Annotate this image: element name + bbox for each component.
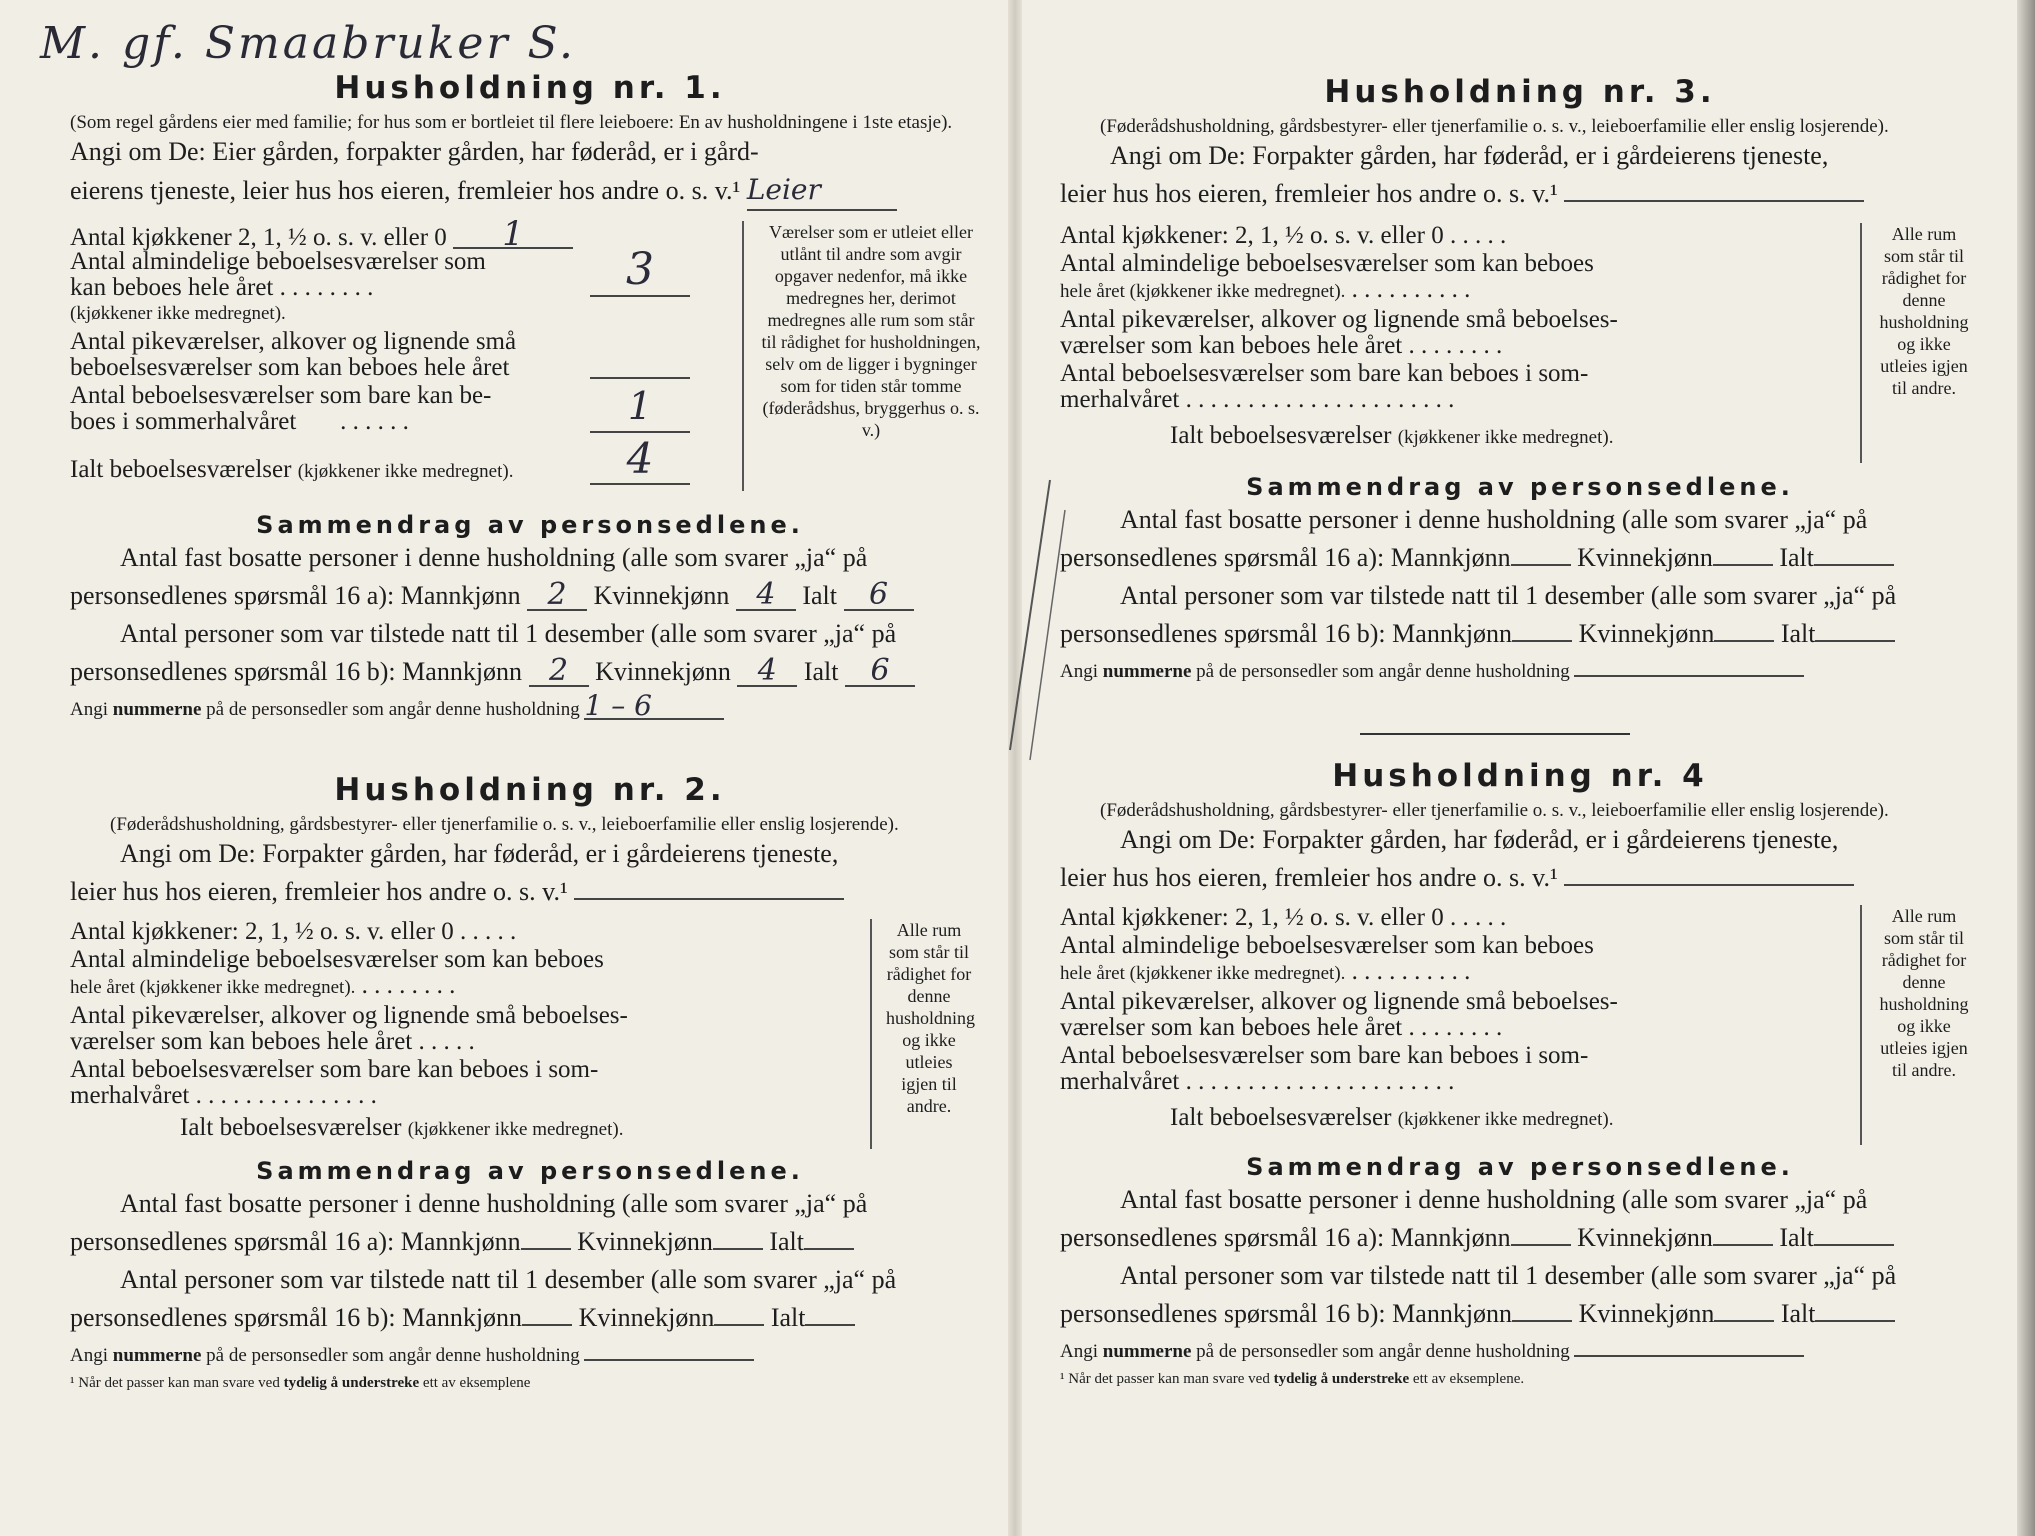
maid-label-b: værelser som kan beboes hele året [1060,332,1403,359]
kitchens-row: Antal kjøkkener: 2, 1, ½ o. s. v. eller 0 . . . . . [70,918,517,945]
resident-label: personsedlenes spørsmål 16 a): [1060,543,1385,572]
numbers-label-b: nummerne [112,699,202,720]
footnote [1060,1371,1980,1388]
present-total-field[interactable] [805,1304,855,1326]
summer-rooms-row [70,1057,670,1109]
summer-label-b-wrap: merhalvåret . . . . . . . . . . . . . . . . . . . . . . [1060,1068,1455,1095]
maid-rooms-row [1060,307,1680,359]
side-note: Værelser som er utleiet eller utlånt til andre som avgir opgaver nedenfor, må ikke medregnes her, derimot medregnes alle rum som står til rådighet for husholdningen, selv om de ligger i bygninger som for tiden står tomme (føderådshus, bryggerhus o. s. v.) [742,221,984,491]
question-text: leier hus hos eieren, fremleier hos andre o. s. v.¹ [1060,179,1558,208]
resident-line-b [1060,1219,1980,1257]
side-note: Alle rum som står til rådighet for denne husholdning og ikke utleies igjen til andre. [1860,223,1972,463]
household-note: (Som regel gårdens eier med familie; for hus som er bortleiet til flere leieboere: En av husholdningene i 1ste etasje). [70,112,953,133]
total-short-label: Ialt [802,581,838,610]
household-note: (Føderådshusholdning, gårdsbestyrer- eller tjenerfamilie o. s. v., leieboerfamilie eller enslig losjerende). [1100,116,1889,137]
kitchens-label: Antal kjøkkener: 2, 1, ½ o. s. v. eller 0 [1060,222,1444,249]
rooms-row [1060,933,1680,987]
male-label: Mannkjønn [1392,1299,1513,1328]
present-female-field[interactable] [1714,620,1774,642]
male-label: Mannkjønn [402,657,523,686]
numbers-line [70,691,990,729]
rooms-label-a: Antal almindelige beboelsesværelser som [70,248,486,275]
footnote-c: ett av eksemplene. [1412,1371,1525,1387]
footnote-a: ¹ Når det passer kan man svare ved [70,1375,280,1391]
maid-rooms-row [70,1003,670,1055]
resident-label: personsedlenes spørsmål 16 a): [70,1227,395,1256]
summary-title: Sammendrag av personsedlene. [256,1157,804,1185]
numbers-label-a: Angi [1060,661,1098,682]
household-note: (Føderådshusholdning, gårdsbestyrer- eller tjenerfamilie o. s. v., leieboerfamilie eller enslig losjerende). [1100,800,1889,821]
footnote-a: ¹ Når det passer kan man svare ved [1060,1371,1270,1387]
numbers-label-c: på de personsedler som angår denne husholdning [206,699,580,720]
numbers-label-b: nummerne [112,1345,202,1366]
total-sub: (kjøkkener ikke medregnet). [1397,427,1614,448]
total-short-label: Ialt [770,1303,806,1332]
present-male-field[interactable] [1512,620,1572,642]
footnote-b: tydelig å understreke [283,1375,420,1391]
rooms-label-b-wrap: hele året (kjøkkener ikke medregnet). . . . . . . . . . . [1060,276,1471,303]
rooms-label-b: hele året (kjøkkener ikke medregnet). [70,977,356,998]
kitchens-value[interactable]: 1 [453,221,573,249]
question-line-b [1060,859,1980,897]
summer-label-a: Antal beboelsesværelser som bare kan be- [70,382,492,409]
summer-label-a: Antal beboelsesværelser som bare kan beboes i som- [1060,1042,1589,1069]
maid-label-a: Antal pikeværelser, alkover og lignende små [70,328,517,355]
maid-label-b: beboelsesværelser som kan beboes hele året [70,354,510,381]
female-label: Kvinnekjønn [578,1303,715,1332]
total-sub: (kjøkkener ikke medregnet). [297,461,514,482]
present-line-b [1060,1295,1980,1333]
male-label: Mannkjønn [400,581,521,610]
rooms-label-a: Antal almindelige beboelsesværelser som kan beboes [1060,932,1594,959]
household-3 [1060,74,1980,691]
total-label: Ialt beboelsesværelser [1170,422,1392,449]
resident-female-field[interactable] [713,1228,763,1250]
total-short-label: Ialt [769,1227,805,1256]
right-page [1060,0,1980,1536]
kitchens-label: Antal kjøkkener: 2, 1, ½ o. s. v. eller 0 [70,918,454,945]
household-note: (Føderådshusholdning, gårdsbestyrer- eller tjenerfamilie o. s. v., leieboerfamilie eller enslig losjerende). [110,814,899,835]
female-label: Kvinnekjønn [1577,543,1713,572]
household-title: Husholdning nr. 1. [334,70,726,106]
resident-total-field[interactable] [1814,1224,1894,1246]
resident-line-a: Antal fast bosatte personer i denne husholdning (alle som svarer „ja“ på [1120,505,1868,534]
rooms-row [70,947,670,1001]
present-male-field[interactable] [522,1304,572,1326]
numbers-label-a: Angi [70,699,108,720]
rooms-block [70,214,990,501]
rooms-block [70,919,990,1149]
maid-rooms-row [1060,989,1680,1041]
question-line-a: Angi om De: Forpakter gården, har føderåd, er i gårdeierens tjeneste, [1120,825,1839,854]
kitchens-label: Antal kjøkkener: 2, 1, ½ o. s. v. eller 0 [1060,904,1444,931]
numbers-field[interactable] [1574,659,1804,677]
present-line-a: Antal personer som var tilstede natt til 1 desember (alle som svarer „ja“ på [1120,581,1897,610]
resident-line-b [70,577,990,615]
resident-line-a: Antal fast bosatte personer i denne husholdning (alle som svarer „ja“ på [120,1189,868,1218]
total-label: Ialt beboelsesværelser [1170,1104,1392,1131]
male-label: Mannkjønn [1392,619,1513,648]
maid-label-a: Antal pikeværelser, alkover og lignende små beboelses- [1060,988,1618,1015]
kitchens-label: Antal kjøkkener 2, 1, ½ o. s. v. eller 0 [70,224,447,251]
resident-male-value[interactable]: 2 [527,581,587,611]
question-text: leier hus hos eieren, fremleier hos andre o. s. v.¹ [1060,863,1558,892]
footnote-c: ett av eksemplene [422,1375,531,1391]
maid-label-b-wrap: værelser som kan beboes hele året . . . . . [70,1028,475,1055]
resident-label: personsedlenes spørsmål 16 a): [70,581,395,610]
present-female-field[interactable] [714,1304,764,1326]
footnote-b: tydelig å understreke [1273,1371,1410,1387]
male-label: Mannkjønn [402,1303,523,1332]
resident-line-a: Antal fast bosatte personer i denne husholdning (alle som svarer „ja“ på [120,543,868,572]
household-title: Husholdning nr. 2. [334,772,726,808]
present-total-field[interactable] [1815,1300,1895,1322]
margin-handwritten-note: M. gf. Smaabruker S. [40,18,577,69]
resident-total-field[interactable] [1814,544,1894,566]
rooms-label-a: Antal almindelige beboelsesværelser som kan beboes [1060,250,1594,277]
pencil-stroke [1010,480,1050,750]
question-text: leier hus hos eieren, fremleier hos andre o. s. v.¹ [70,877,568,906]
maid-label-a: Antal pikeværelser, alkover og lignende små beboelses- [1060,306,1618,333]
question-line-a: Angi om De: Forpakter gården, har føderåd, er i gårdeierens tjeneste, [1110,141,1829,170]
numbers-line [70,1337,990,1375]
total-rooms-row [1170,423,1613,451]
resident-female-value[interactable]: 4 [736,581,796,611]
side-note: Alle rum som står til rådighet for denne husholdning og ikke utleies igjen til andre. [870,919,972,1149]
present-total-value[interactable]: 6 [845,657,915,687]
present-line-a: Antal personer som var tilstede natt til 1 desember (alle som svarer „ja“ på [1120,1261,1897,1290]
pencil-stroke [1030,510,1065,760]
numbers-label-a: Angi [70,1345,108,1366]
numbers-value[interactable]: 1 – 6 [584,694,724,720]
numbers-label-a: Angi [1060,1341,1098,1362]
rooms-label-c: (kjøkkener ikke medregnet). [70,303,286,324]
maid-label-b-wrap: værelser som kan beboes hele året . . . . . . . . [1060,332,1503,359]
total-short-label: Ialt [1780,619,1816,648]
total-sub: (kjøkkener ikke medregnet). [407,1119,624,1140]
resident-male-field[interactable] [521,1228,571,1250]
rooms-block [1060,905,1980,1145]
household-title: Husholdning nr. 3. [1324,74,1716,110]
present-line-b [70,653,990,691]
present-line-b [70,1299,990,1337]
maid-label-b-wrap: værelser som kan beboes hele året . . . . . . . . [1060,1014,1503,1041]
total-short-label: Ialt [1779,543,1815,572]
question-text: eierens tjeneste, leier hus hos eieren, fremleier hos andre o. s. v.¹ [70,176,741,205]
numbers-label-c: på de personsedler som angår denne husholdning [206,1345,580,1366]
numbers-line [1060,1333,1980,1371]
resident-male-field[interactable] [1511,544,1571,566]
male-label: Mannkjønn [1390,543,1511,572]
summary-title: Sammendrag av personsedlene. [1246,1153,1794,1181]
present-label: personsedlenes spørsmål 16 b): [70,657,396,686]
resident-line-b [70,1223,990,1261]
female-label: Kvinnekjønn [1577,1223,1713,1252]
summer-label-a: Antal beboelsesværelser som bare kan beboes i som- [1060,360,1589,387]
resident-total-value[interactable]: 6 [844,581,914,611]
total-label: Ialt beboelsesværelser [180,1114,402,1141]
numbers-label-b: nummerne [1102,661,1192,682]
household-title: Husholdning nr. 4 [1332,758,1708,794]
female-label: Kvinnekjønn [593,581,730,610]
rooms-label-b: hele året (kjøkkener ikke medregnet). [1060,281,1346,302]
question-line-b [70,171,990,211]
summer-label-a: Antal beboelsesværelser som bare kan beboes i som- [70,1056,599,1083]
summary-title: Sammendrag av personsedlene. [256,511,804,539]
resident-female-field[interactable] [1713,544,1773,566]
kitchens-row: Antal kjøkkener: 2, 1, ½ o. s. v. eller 0 . . . . . [1060,904,1507,931]
present-line-a: Antal personer som var tilstede natt til 1 desember (alle som svarer „ja“ på [120,1265,897,1294]
maid-label-a: Antal pikeværelser, alkover og lignende små beboelses- [70,1002,628,1029]
rooms-value[interactable]: 3 [590,245,690,297]
summary-title: Sammendrag av personsedlene. [1246,473,1794,501]
rooms-row [70,249,590,327]
household-4 [1060,758,1980,1388]
present-line-b [1060,615,1980,653]
numbers-label-b: nummerne [1102,1341,1192,1362]
household-1 [70,70,990,729]
summer-label-b: boes i sommerhalvåret [70,408,297,435]
summer-label-b: merhalvåret [70,1082,190,1109]
question-line-a: Angi om De: Forpakter gården, har føderåd, er i gårdeierens tjeneste, [120,839,839,868]
left-page [70,0,990,1536]
question-answer[interactable]: Leier [747,171,897,211]
summer-value[interactable]: 1 [590,381,690,433]
resident-total-field[interactable] [804,1228,854,1250]
present-female-field[interactable] [1714,1300,1774,1322]
resident-male-field[interactable] [1511,1224,1571,1246]
female-label: Kvinnekjønn [595,657,731,686]
maid-rooms-row [70,329,630,381]
resident-line-b [1060,539,1980,577]
total-rooms-row [70,457,513,485]
kitchens-row [70,214,573,254]
maid-label-b: værelser som kan beboes hele året [1060,1014,1403,1041]
numbers-label-c: på de personsedler som angår denne husholdning [1196,1341,1570,1362]
present-total-field[interactable] [1815,620,1895,642]
rooms-block [1060,223,1980,463]
question-line-a: Angi om De: Eier gården, forpakter gården, har føderåd, er i gård- [70,137,759,166]
question-line-b [1060,175,1980,213]
maid-value[interactable] [590,353,690,379]
rooms-label-b: hele året (kjøkkener ikke medregnet). [1060,963,1346,984]
page-edge [2017,0,2035,1536]
total-value[interactable]: 4 [590,435,690,485]
resident-line-a: Antal fast bosatte personer i denne husholdning (alle som svarer „ja“ på [1120,1185,1868,1214]
female-label: Kvinnekjønn [1578,1299,1715,1328]
household-2 [70,772,990,1392]
summer-label-b-wrap: merhalvåret . . . . . . . . . . . . . . . [70,1082,377,1109]
present-female-value[interactable]: 4 [737,657,797,687]
summer-label-b-wrap: merhalvåret . . . . . . . . . . . . . . . . . . . . . . [1060,386,1455,413]
present-label: personsedlenes spørsmål 16 b): [1060,619,1386,648]
numbers-label-c: på de personsedler som angår denne husholdning [1196,661,1570,682]
summer-label-b: merhalvåret [1060,1068,1180,1095]
present-male-value[interactable]: 2 [529,657,589,687]
total-sub: (kjøkkener ikke medregnet). [1397,1109,1614,1130]
female-label: Kvinnekjønn [1578,619,1715,648]
question-answer-field[interactable] [1564,864,1854,886]
present-male-field[interactable] [1512,1300,1572,1322]
resident-female-field[interactable] [1713,1224,1773,1246]
total-rooms-row [180,1115,623,1143]
total-rooms-row [1170,1105,1613,1133]
total-short-label: Ialt [1780,1299,1816,1328]
footnote [70,1375,990,1392]
rooms-label-a: Antal almindelige beboelsesværelser som kan beboes [70,946,604,973]
maid-label-b: værelser som kan beboes hele året [70,1028,413,1055]
pencil-stroke-marks [990,470,1070,770]
summer-label-b-wrap: boes i sommerhalvåret . . . . . . [70,408,409,435]
resident-label: personsedlenes spørsmål 16 a): [1060,1223,1385,1252]
present-label: personsedlenes spørsmål 16 b): [1060,1299,1386,1328]
household-separator [1360,733,1630,735]
rooms-row [1060,251,1680,305]
rooms-label-b: kan beboes hele året [70,274,274,301]
male-label: Mannkjønn [1390,1223,1511,1252]
side-note: Alle rum som står til rådighet for denne husholdning og ikke utleies igjen til andre. [1860,905,1972,1145]
kitchens-row: Antal kjøkkener: 2, 1, ½ o. s. v. eller 0 . . . . . [1060,222,1507,249]
summer-rooms-row [70,383,590,435]
total-label: Ialt beboelsesværelser [70,456,292,483]
male-label: Mannkjønn [400,1227,521,1256]
summer-rooms-row [1060,361,1680,413]
question-answer-field[interactable] [574,878,844,900]
female-label: Kvinnekjønn [577,1227,713,1256]
summer-rooms-row [1060,1043,1680,1095]
question-line-b [70,873,990,911]
present-line-a: Antal personer som var tilstede natt til 1 desember (alle som svarer „ja“ på [120,619,897,648]
rooms-label-b-wrap: hele året (kjøkkener ikke medregnet). . . . . . . . . [70,972,456,999]
present-label: personsedlenes spørsmål 16 b): [70,1303,396,1332]
numbers-field[interactable] [1574,1339,1804,1357]
numbers-line [1060,653,1980,691]
rooms-label-b-wrap: hele året (kjøkkener ikke medregnet). . . . . . . . . . . [1060,958,1471,985]
rooms-label-b-wrap: kan beboes hele året . . . . . . . . [70,274,374,301]
total-short-label: Ialt [1779,1223,1815,1252]
summer-label-b: merhalvåret [1060,386,1180,413]
total-short-label: Ialt [803,657,839,686]
question-answer-field[interactable] [1564,180,1864,202]
numbers-field[interactable] [584,1343,754,1361]
